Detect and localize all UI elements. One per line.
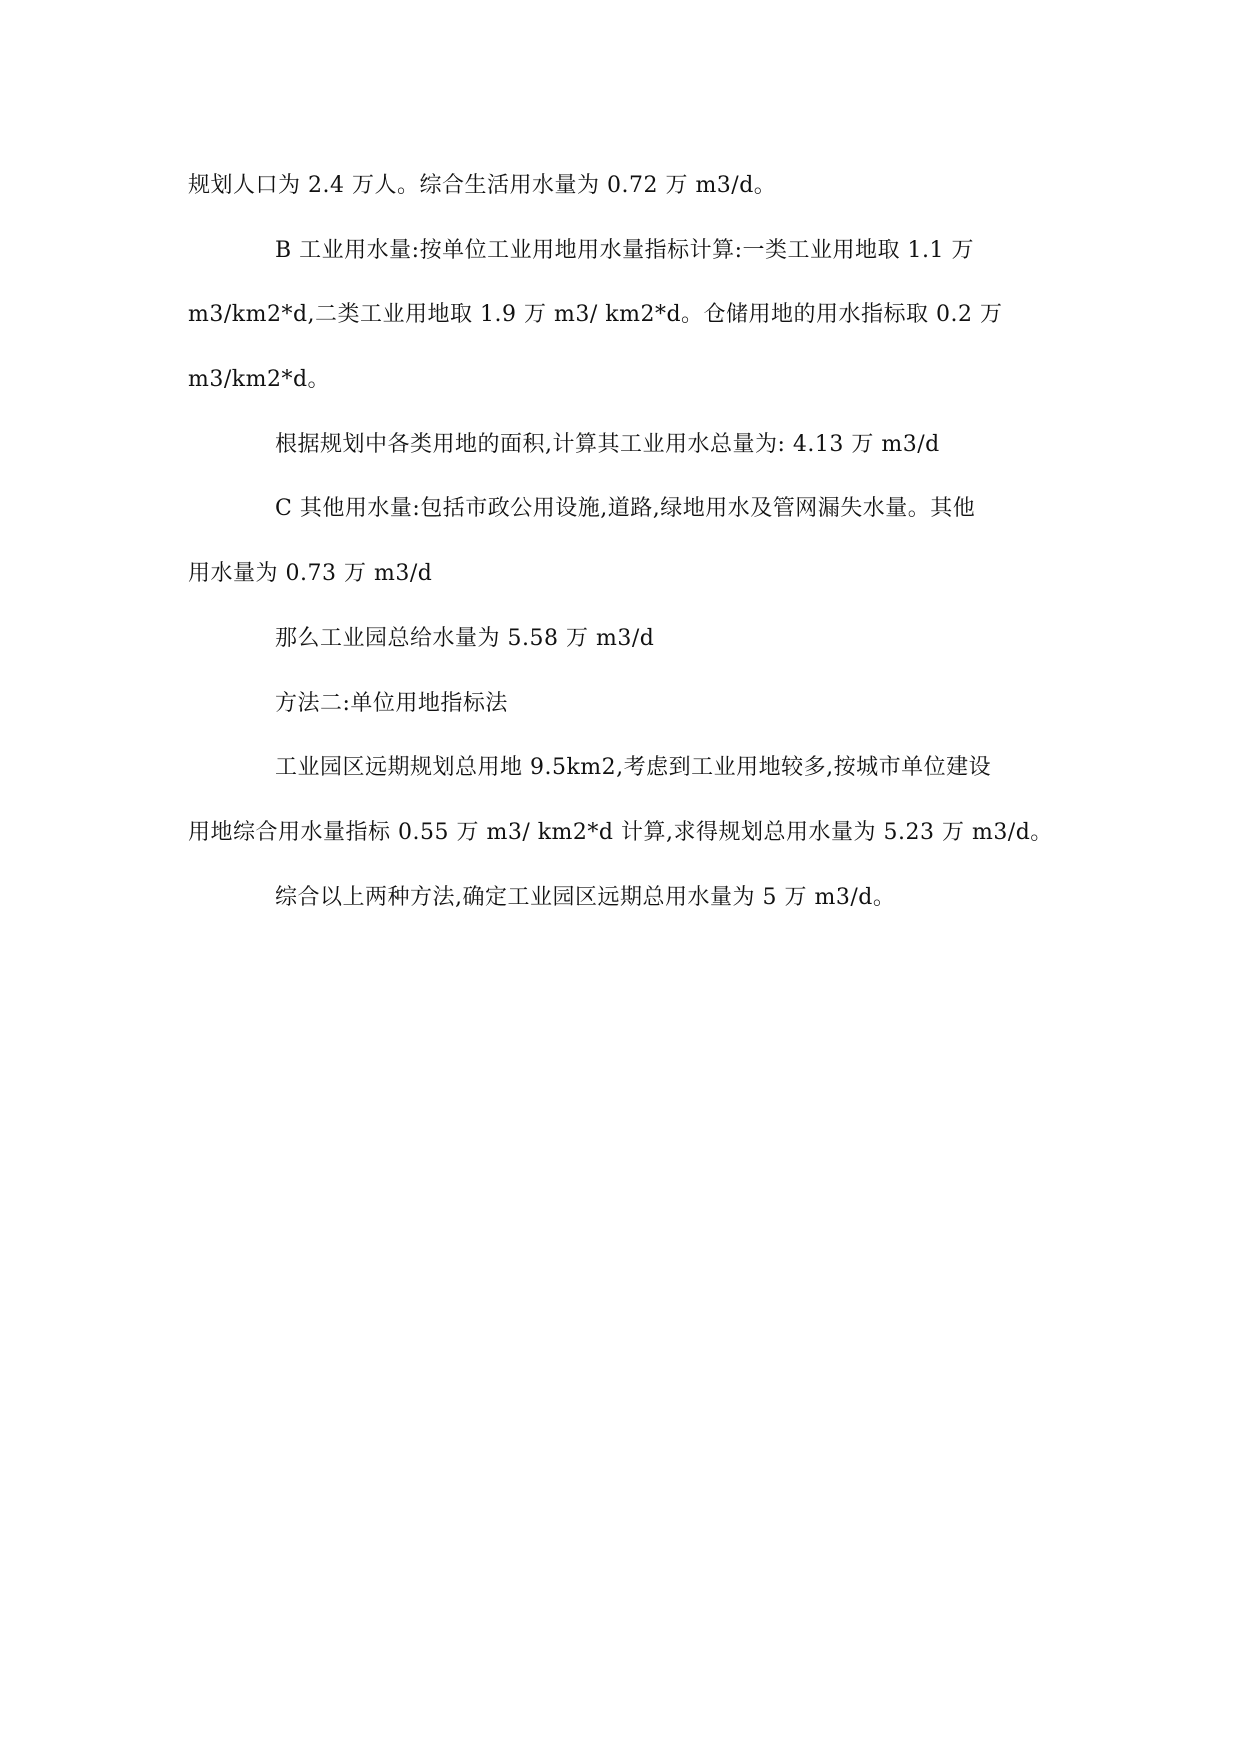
text-line: 用水量为 0.73 万 m3/d (188, 561, 433, 586)
text-line: B 工业用水量:按单位工业用地用水量指标计算:一类工业用地取 1.1 万 (275, 238, 974, 263)
text-line: m3/km2*d,二类工业用地取 1.9 万 m3/ km2*d。仓储用地的用水指标取 0.2 万 (188, 302, 1003, 327)
text-line: 方法二:单位用地指标法 (275, 691, 508, 716)
text-line: 那么工业园总给水量为 5.58 万 m3/d (275, 626, 655, 651)
text-line: 根据规划中各类用地的面积,计算其工业用水总量为: 4.13 万 m3/d (275, 432, 940, 457)
text-line: 用地综合用水量指标 0.55 万 m3/ km2*d 计算,求得规划总用水量为 5.23 万 m3/d。 (188, 820, 1053, 845)
text-line: m3/km2*d。 (188, 367, 331, 392)
text-line: 综合以上两种方法,确定工业园区远期总用水量为 5 万 m3/d。 (275, 885, 896, 910)
text-line: 规划人口为 2.4 万人。综合生活用水量为 0.72 万 m3/d。 (188, 173, 777, 198)
text-line: 工业园区远期规划总用地 9.5km2,考虑到工业用地较多,按城市单位建设 (275, 755, 992, 780)
text-line: C 其他用水量:包括市政公用设施,道路,绿地用水及管网漏失水量。其他 (275, 496, 976, 521)
